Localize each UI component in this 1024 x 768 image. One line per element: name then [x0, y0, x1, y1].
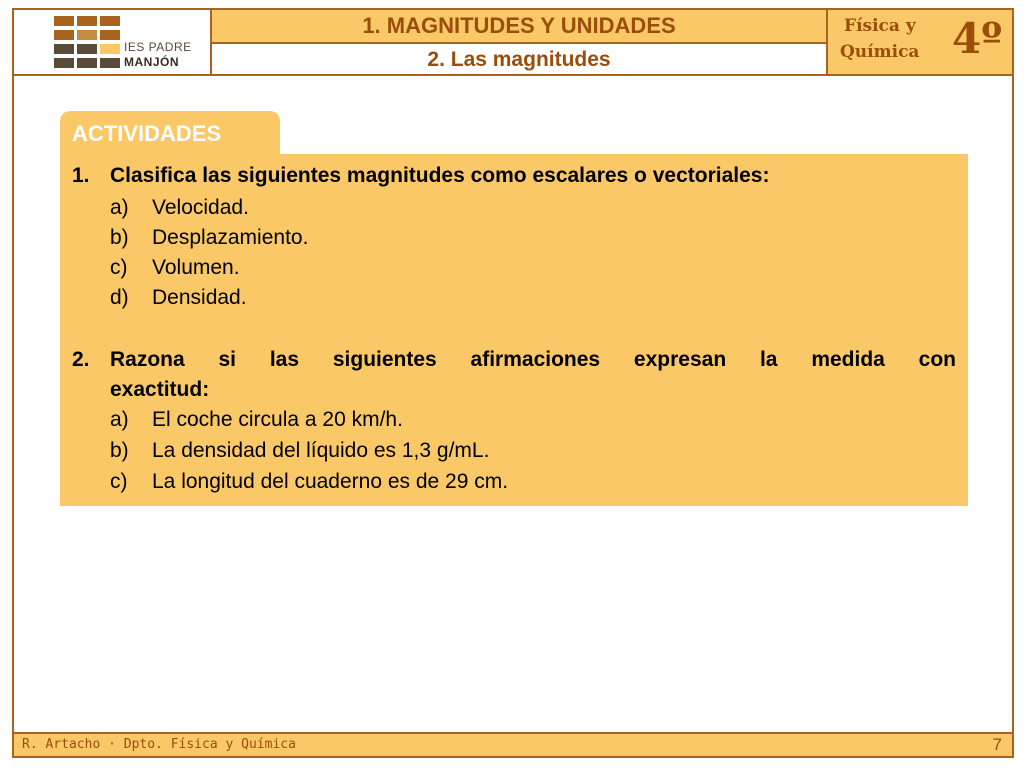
section-subtitle: 2. Las magnitudes [212, 44, 826, 74]
option-letter: b) [110, 439, 129, 462]
option-text: La longitud del cuaderno es de 29 cm. [152, 470, 509, 493]
school-logo-icon [54, 16, 120, 68]
activities-tab-label: ACTIVIDADES [72, 121, 222, 146]
option-text: Velocidad. [152, 196, 249, 219]
activities-tab [60, 111, 280, 155]
logo-cell [14, 10, 212, 74]
header [12, 8, 1014, 76]
activities-box [60, 154, 968, 506]
option-letter: c) [110, 470, 128, 493]
title-cell [212, 10, 826, 74]
option-letter: b) [110, 226, 129, 249]
question-number: 2. [72, 348, 90, 371]
subject-cell [826, 10, 1012, 74]
option-text: La densidad del líquido es 1,3 g/mL. [152, 439, 490, 462]
option-text: El coche circula a 20 km/h. [152, 408, 403, 431]
page-number: 7 [992, 735, 1002, 754]
question-text-line1: Razona si las siguientes afirmaciones expresan la medida con [110, 348, 956, 371]
footer-credit: R. Artacho · Dpto. Física y Química [22, 737, 296, 752]
option-text: Volumen. [152, 256, 240, 279]
option-letter: c) [110, 256, 128, 279]
logo-text-line1: IES PADRE [124, 40, 192, 54]
footer [12, 732, 1014, 758]
subject-line1: Física y [844, 16, 916, 36]
course-label: 4º [952, 14, 1003, 63]
option-letter: d) [110, 286, 129, 309]
question-text-line2: exactitud: [110, 378, 210, 401]
question-text: Clasifica las siguientes magnitudes como escalares o vectoriales: [110, 164, 770, 187]
subject-line2: Química [840, 42, 920, 62]
unit-title: 1. MAGNITUDES Y UNIDADES [212, 10, 826, 44]
option-text: Densidad. [152, 286, 247, 309]
option-letter: a) [110, 196, 129, 219]
logo-text-line2: MANJÓN [124, 55, 180, 69]
option-text: Desplazamiento. [152, 226, 309, 249]
question-number: 1. [72, 164, 90, 187]
option-letter: a) [110, 408, 129, 431]
